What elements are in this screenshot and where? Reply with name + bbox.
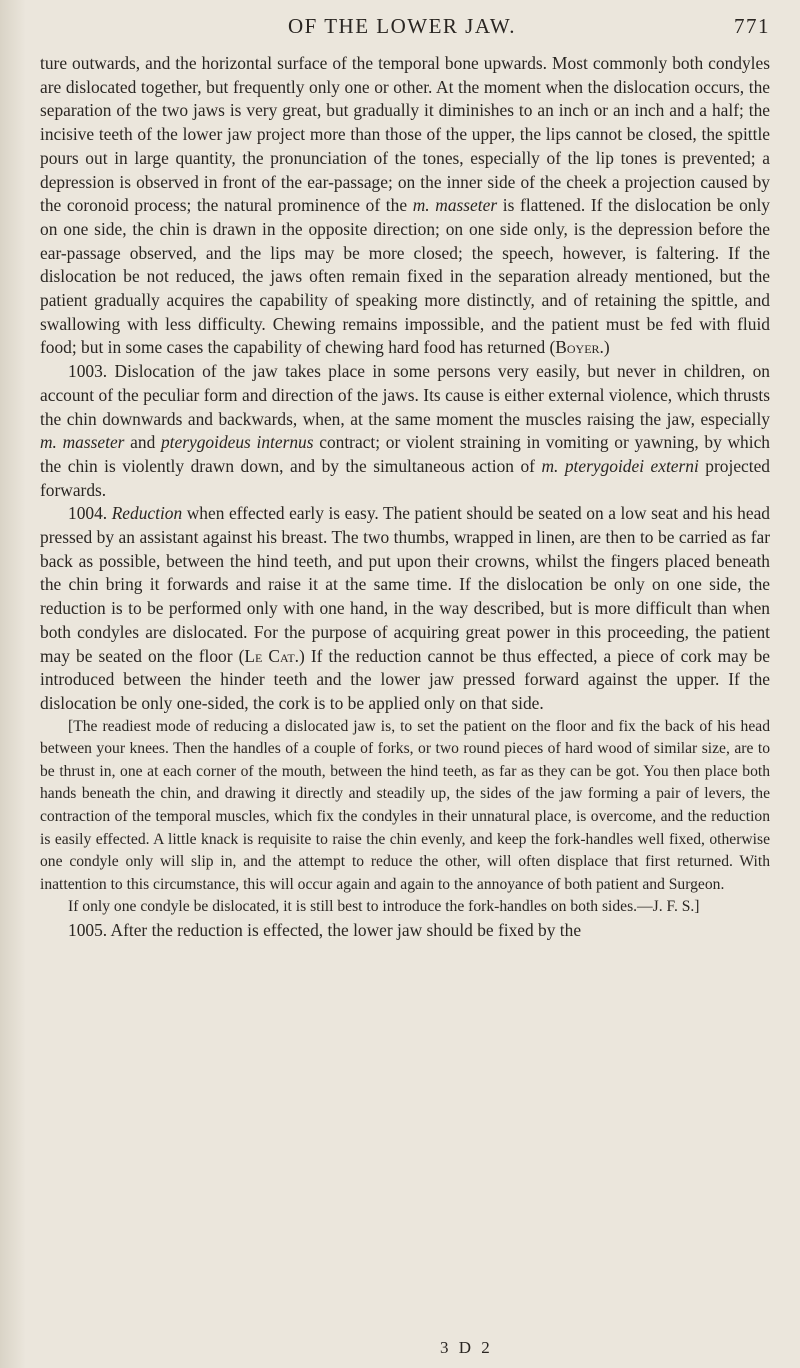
editor-note-continued: If only one condyle be dislocated, it is still best to introduce the fork-handles on both sides.—J. F. S.] [68, 898, 700, 916]
section-number: 1005. [68, 920, 108, 941]
section-number: 1003. [68, 361, 108, 382]
running-title: OF THE LOWER JAW. [288, 14, 516, 38]
paragraph-1003: 1003. Dislocation of the jaw takes place in some persons very easily, but never in children, on account of the peculiar form and direction of the jaws. Its cause is either external violence, which thrusts the chin downwards and backwards, when, at the same moment the muscles raising the jaw, especially m. masseter and pterygoideus internus contract; or violent straining in vomiting or yawning, by which the chin is violently drawn down, and by the simultaneous action of m. pterygoidei externi projected forwards. [40, 361, 771, 500]
running-header [40, 14, 770, 42]
paragraph-1005: 1005. After the reduction is effected, the lower jaw should be fixed by the [68, 920, 582, 941]
author-citation: Le Cat. [244, 645, 300, 666]
page-number: 771 [734, 14, 770, 38]
body-text [40, 52, 770, 943]
paragraph-1004: 1004. Reduction when effected early is easy. The patient should be seated on a low seat and his head pressed by an assistant against his breast. The two thumbs, wrapped in linen, are then to be carried as far back as possible, between the hind teeth, and put upon their crowns, whilst the fingers placed beneath the chin bring it forwards and raise it at the same time. If the dislocation be only on one side, the reduction is to be performed only with one hand, in the way described, but is more difficult than when both condyles are dislocated. For the purpose of acquiring great power in this proceeding, the patient may be seated on the floor (Le Cat.) If the reduction cannot be thus effected, a piece of cork may be introduced between the hinder teeth and the lower jaw pressed forward against the upper. If the dislocation be only one-sided, the cork is to be applied only on that side. [40, 503, 770, 713]
signature-mark: 3 D 2 [440, 1338, 493, 1357]
section-number: 1004. [68, 503, 108, 524]
editor-note: [The readiest mode of reducing a dislocated jaw is, to set the patient on the floor and fix the back of his head between your knees. Then the handles of a couple of forks, or two round pieces of hard wood of similar size, are to be thrust in, one at each corner of the mouth, between the hind teeth, as far as they can be got. You then place both hands beneath the chin, and drawing it directly and steadily up, the sides of the jaw forming a pair of levers, the contraction of the temporal muscles, which fix the condyles in their unnatural place, is overcome, and the reduction is easily effected. A little knack is requisite to raise the chin evenly, and keep the fork-handles well fixed, otherwise one condyle only will slip in, and the attempt to reduce the other, will often displace that first returned. With inattention to this circumstance, this will occur again and again to the annoyance of both patient and Surgeon. [40, 717, 770, 893]
paragraph-continued: ture outwards, and the horizontal surface of the temporal bone upwards. Most commonly both condyles are dislocated together, but frequently only one or other. At the moment when the dislocation occurs, the separation of the two jaws is very great, but gradually it diminishes to an inch or an inch and a half; the incisive teeth of the lower jaw project more than those of the upper, the lips cannot be closed, the spittle pours out in large quantity, the pronunciation of the tones, especially of the lip tones is prevented; a depression is observed in front of the ear-passage; on the inner side of the cheek a projection caused by the coronoid process; the natural prominence of the m. masseter is flattened. If the dislocation be only on one side, the chin is drawn in the opposite direction; on one side only, is the depression before the ear-passage observed, and the lips may be more closed; the speech, however, is faltering. If the dislocation be not reduced, the jaws often remain fixed in the separation already mentioned, but the patient gradually acquires the capability of speaking more distinctly, and of retaining the spittle, and swallowing with less difficulty. Chewing remains impossible, and the patient must be fed with fluid food; but in some cases the capability of chewing hard food has returned (Boyer.) [40, 53, 770, 358]
author-citation: Boyer. [555, 337, 604, 358]
